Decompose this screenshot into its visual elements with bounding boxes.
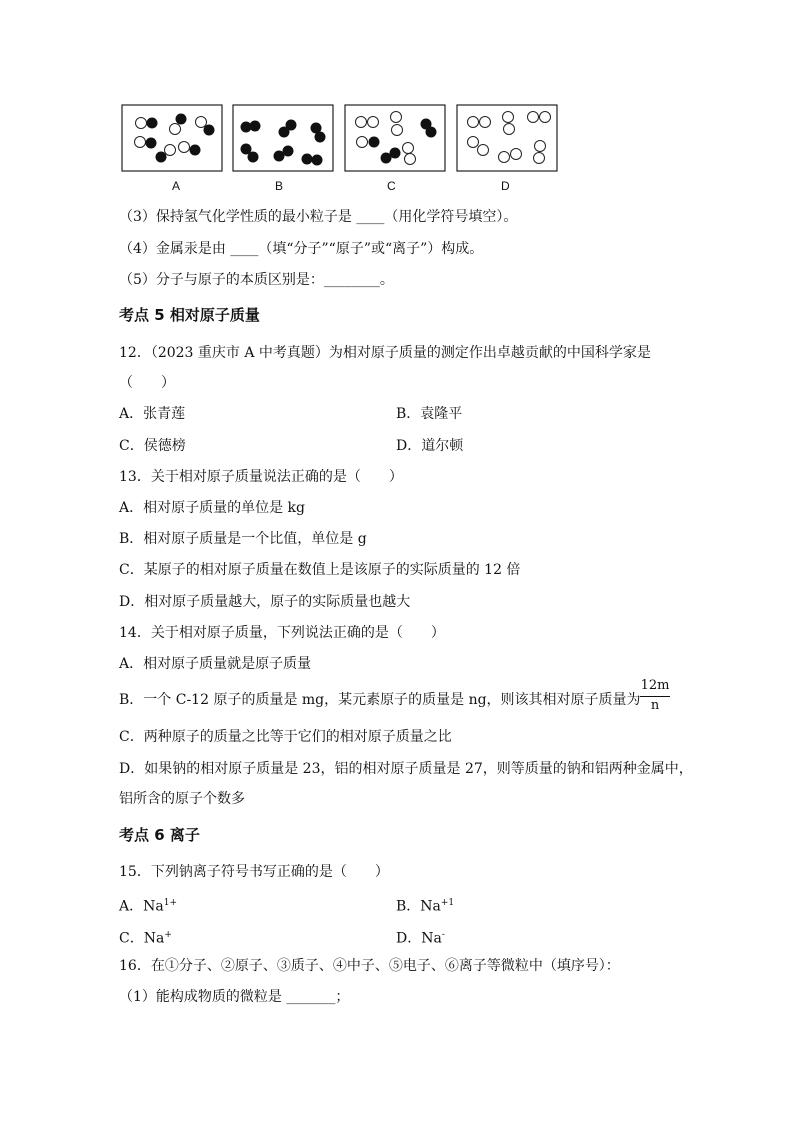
label-c: C <box>387 179 396 193</box>
particle-diagram <box>121 104 561 194</box>
fraction-denominator: n <box>650 698 660 713</box>
q14-option-c: C．两种原子的质量之比等于它们的相对原子质量之比 <box>119 729 452 745</box>
q16-part1: （1）能构成物质的微粒是 _______； <box>119 989 350 1005</box>
fraction-12m-over-n <box>640 678 670 714</box>
section-6-heading: 考点 6 离子 <box>119 826 200 844</box>
label-b: B <box>275 179 284 193</box>
q15-option-d <box>396 926 445 948</box>
q15-c-text: C．Na <box>119 930 165 947</box>
label-a: A <box>172 179 181 193</box>
q13-option-d: D．相对原子质量越大，原子的实际质量也越大 <box>119 594 411 610</box>
label-d: D <box>501 179 510 193</box>
q11-part4: （4）金属汞是由 ____（填“分子”“原子”或“离子”）构成。 <box>119 241 484 257</box>
q14-option-d-line1: D．如果钠的相对原子质量是 23，铝的相对原子质量是 27，则等质量的钠和铝两种金属中， <box>119 761 693 777</box>
q14-option-a: A．相对原子质量就是原子质量 <box>119 656 312 672</box>
fraction-bar <box>640 696 670 697</box>
q15-option-c <box>119 926 172 948</box>
box-a <box>122 105 222 171</box>
box-b <box>233 105 333 171</box>
q15-b-charge: +1 <box>440 898 455 908</box>
q12-stem: 12．（2023 重庆市 A 中考真题）为相对原子质量的测定作出卓越贡献的中国科学家是 <box>119 345 651 361</box>
q15-option-b <box>396 894 454 916</box>
q12-option-a: A．张青莲 <box>119 406 186 422</box>
q13-option-b: B．相对原子质量是一个比值，单位是 g <box>119 531 367 547</box>
q13-stem: 13．关于相对原子质量说法正确的是（ ） <box>119 469 403 485</box>
q15-d-text: D．Na <box>396 930 442 947</box>
q15-b-text: B．Na <box>396 898 441 915</box>
q15-option-a <box>119 894 177 916</box>
q15-d-charge: - <box>441 930 445 940</box>
q15-c-charge: + <box>164 930 172 940</box>
q12-paren: （ ） <box>119 375 175 391</box>
q15-stem: 15．下列钠离子符号书写正确的是（ ） <box>119 864 389 880</box>
q12-option-b: B．袁隆平 <box>396 406 463 422</box>
q15-a-charge: 1+ <box>163 898 177 908</box>
q12-option-c: C．侯德榜 <box>119 438 186 454</box>
q14-stem: 14．关于相对原子质量，下列说法正确的是（ ） <box>119 625 445 641</box>
q14-option-d-line2: 铝所含的原子个数多 <box>119 791 245 807</box>
box-c <box>345 105 445 171</box>
q15-a-text: A．Na <box>119 898 164 915</box>
fraction-numerator: 12m <box>640 678 670 693</box>
q13-option-a: A．相对原子质量的单位是 kg <box>119 500 306 516</box>
section-5-heading: 考点 5 相对原子质量 <box>119 306 260 324</box>
q11-part3: （3）保持氢气化学性质的最小粒子是 ____（用化学符号填空）。 <box>119 209 518 225</box>
q16-stem: 16．在①分子、②原子、③质子、④中子、⑤电子、⑥离子等微粒中（填序号）： <box>119 958 620 974</box>
box-d <box>457 105 557 171</box>
q13-option-c: C．某原子的相对原子质量在数值上是该原子的实际质量的 12 倍 <box>119 562 521 578</box>
q14-option-b: B．一个 C-12 原子的质量是 mg，某元素原子的质量是 ng，则该其相对原子质量为 <box>119 692 641 708</box>
q12-option-d: D．道尔顿 <box>396 438 464 454</box>
q11-part5: （5）分子与原子的本质区别是：________。 <box>119 272 394 288</box>
